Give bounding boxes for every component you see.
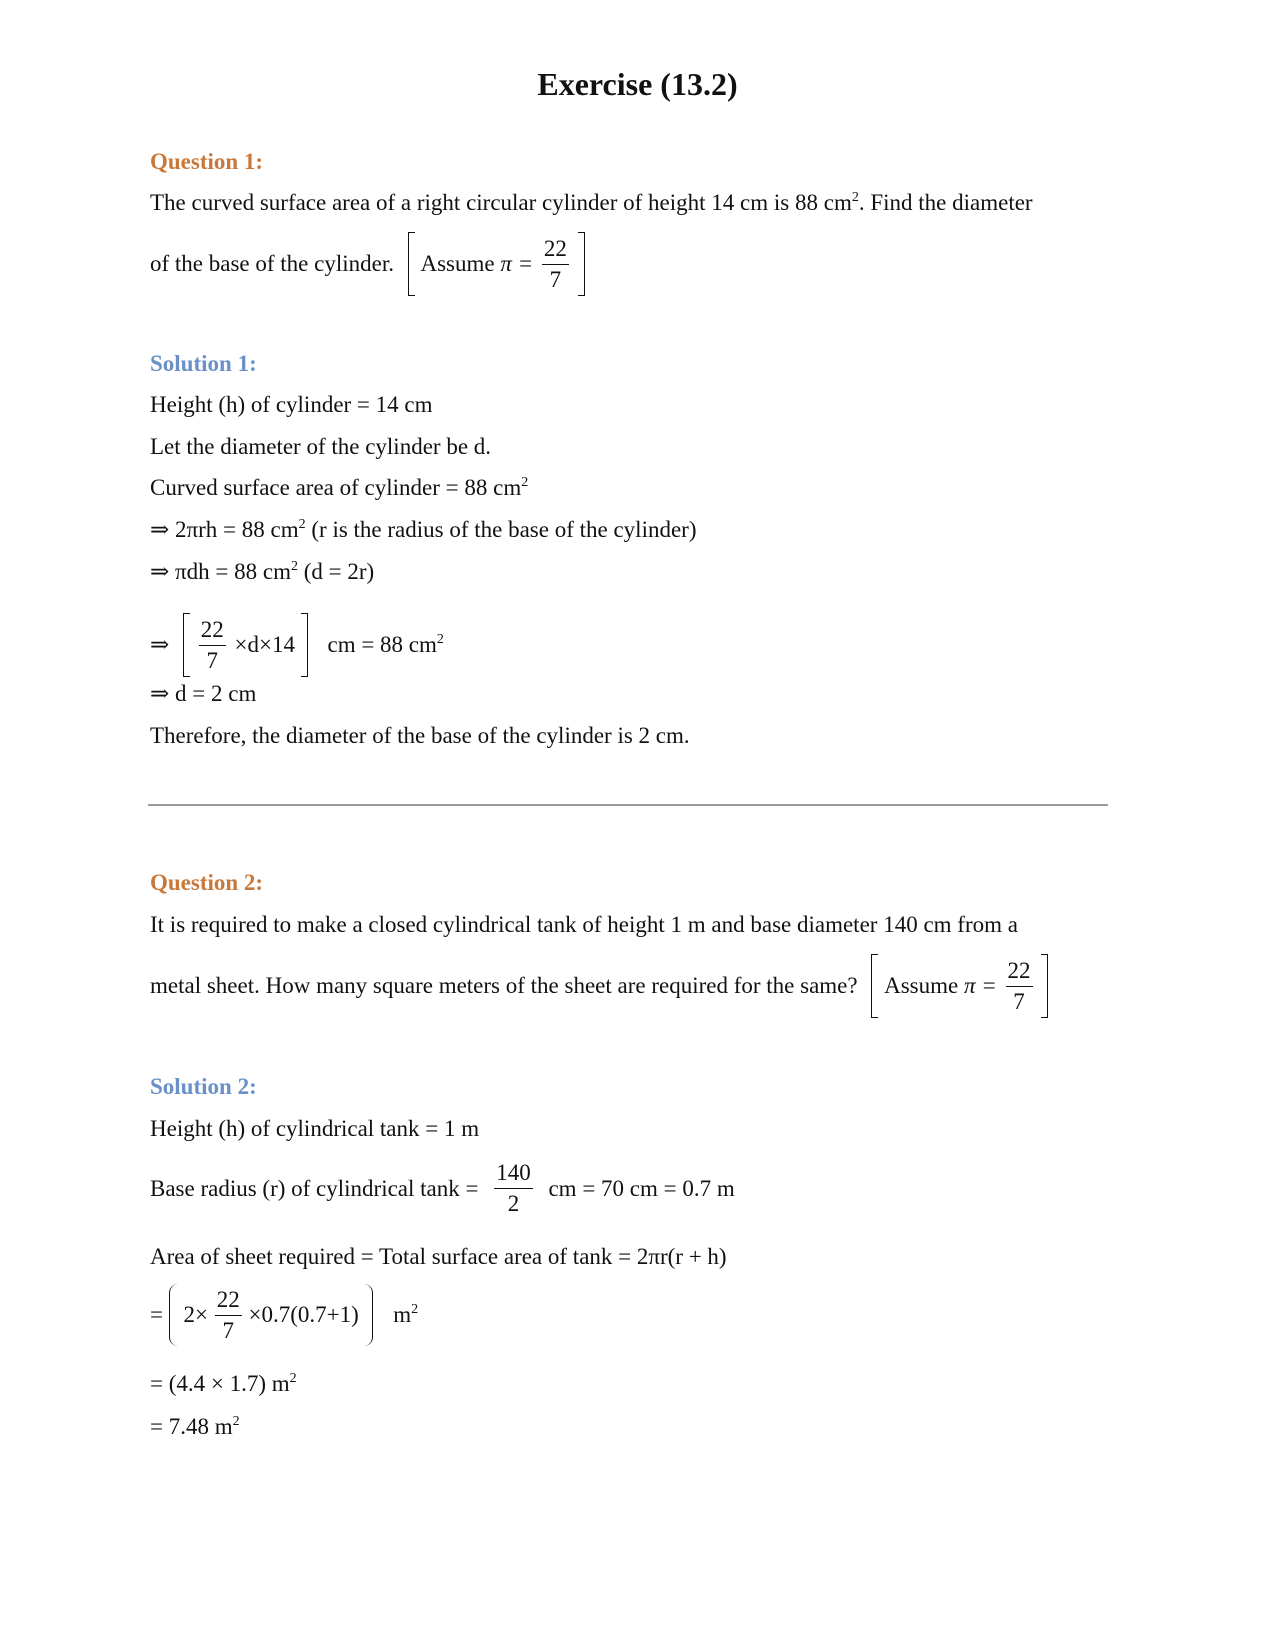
s2-l6-text: = 7.48 m xyxy=(150,1414,233,1439)
q2-fraction-num: 22 xyxy=(1006,956,1033,987)
q2-line2: metal sheet. How many square meters of the sheet are required for the same? xyxy=(150,973,858,998)
solution-1-heading: Solution 1: xyxy=(150,351,257,376)
q2-bracket-open xyxy=(871,954,878,1018)
s2-l6-sup: 2 xyxy=(232,1414,240,1429)
q1-line1-b: . Find the diameter xyxy=(858,190,1033,215)
q1-fraction-num: 22 xyxy=(542,234,569,265)
q1-pi: π = xyxy=(500,251,534,276)
s1-l6-bracket-open xyxy=(183,613,190,677)
s2-line3: Area of sheet required = Total surface area of tank = 2πr(r + h) xyxy=(150,1244,727,1269)
s1-l4-sup: 2 xyxy=(298,517,306,532)
s2-l4-b: ×0.7(0.7+1) xyxy=(248,1302,359,1327)
s1-l4-b: (r is the radius of the base of the cylinder) xyxy=(305,517,697,542)
s1-line7: ⇒ d = 2 cm xyxy=(150,681,257,706)
s1-l3-sup: 2 xyxy=(521,475,529,490)
s1-l3-text: Curved surface area of cylinder = 88 cm xyxy=(150,475,522,500)
s1-line6 xyxy=(150,613,444,677)
s2-l2-fraction xyxy=(494,1158,533,1219)
s1-l6-fraction xyxy=(199,615,226,676)
bracket-close xyxy=(578,232,585,296)
s2-l4-num: 22 xyxy=(215,1285,242,1316)
q1-line1-sup: 2 xyxy=(851,190,859,205)
s2-line2 xyxy=(150,1158,735,1219)
question-2-text-line1: It is required to make a closed cylindrical tank of height 1 m and base diameter 140 cm from a xyxy=(150,912,1018,937)
s2-l5-text: = (4.4 × 1.7) m xyxy=(150,1371,290,1396)
s2-l4-paren-close xyxy=(364,1284,373,1346)
s2-l2-den: 2 xyxy=(507,1191,520,1216)
s2-l4-sup: 2 xyxy=(411,1302,419,1317)
q1-assume: Assume xyxy=(420,251,495,276)
q1-line1-a: The curved surface area of a right circular cylinder of height 14 cm is 88 cm xyxy=(150,190,852,215)
s1-l6-bracket-close xyxy=(301,613,308,677)
s1-line1: Height (h) of cylinder = 14 cm xyxy=(150,392,433,417)
s1-l5-a: ⇒ πdh = 88 cm xyxy=(150,559,291,584)
q2-assume: Assume xyxy=(884,973,959,998)
s1-l4-a: ⇒ 2πrh = 88 cm xyxy=(150,517,299,542)
page-title: Exercise (13.2) xyxy=(537,66,738,102)
q1-fraction xyxy=(542,234,569,295)
section-divider xyxy=(148,804,1108,806)
s2-l4-unit: m xyxy=(393,1302,412,1327)
s2-l4-paren-open xyxy=(169,1284,178,1346)
q2-pi: π = xyxy=(963,973,997,998)
s2-line6 xyxy=(150,1413,240,1441)
q1-line2: of the base of the cylinder. xyxy=(150,251,394,276)
s1-line4 xyxy=(150,516,697,544)
s1-l5-b: (d = 2r) xyxy=(297,559,375,584)
s2-l4-fraction xyxy=(215,1285,242,1346)
q2-fraction xyxy=(1006,956,1033,1017)
s1-l6-mid: ×d×14 xyxy=(234,632,295,657)
s1-line2: Let the diameter of the cylinder be d. xyxy=(150,434,492,459)
s1-l6-sup: 2 xyxy=(436,632,444,647)
s1-l6-tail: cm = 88 cm xyxy=(327,632,437,657)
s1-l6-tail-wrap xyxy=(327,631,443,659)
question-2-text-line2 xyxy=(150,954,1048,1018)
s2-l2-num: 140 xyxy=(494,1158,533,1189)
s1-line5 xyxy=(150,558,374,586)
s1-l5-sup: 2 xyxy=(290,559,298,574)
s2-l4-eq: = xyxy=(150,1302,163,1327)
s2-l4-a: 2× xyxy=(183,1302,208,1327)
q2-bracket-close xyxy=(1041,954,1048,1018)
q1-fraction-den: 7 xyxy=(549,266,562,292)
s2-l4-den: 7 xyxy=(222,1317,234,1343)
s1-line3 xyxy=(150,474,528,502)
s2-l5-sup: 2 xyxy=(289,1371,297,1386)
s1-l6-den: 7 xyxy=(206,647,219,673)
question-2-heading: Question 2: xyxy=(150,870,264,895)
s2-line5 xyxy=(150,1370,297,1398)
s1-l6-arrow: ⇒ xyxy=(150,632,170,657)
bracket-open xyxy=(408,232,415,296)
s2-l2-b: cm = 70 cm = 0.7 m xyxy=(548,1175,735,1201)
s1-l6-num: 22 xyxy=(199,615,226,646)
s2-l4-unit-wrap xyxy=(393,1301,418,1329)
solution-2-heading: Solution 2: xyxy=(150,1074,257,1099)
s1-line8: Therefore, the diameter of the base of the cylinder is 2 cm. xyxy=(150,723,690,748)
q2-fraction-den: 7 xyxy=(1013,988,1025,1014)
s2-line1: Height (h) of cylindrical tank = 1 m xyxy=(150,1116,480,1141)
question-1-text-line2 xyxy=(150,232,585,296)
question-1-heading: Question 1: xyxy=(150,149,264,174)
question-1-text-line1 xyxy=(150,189,1033,217)
s2-l2-a: Base radius (r) of cylindrical tank = xyxy=(150,1175,479,1201)
s2-line4 xyxy=(150,1284,418,1346)
